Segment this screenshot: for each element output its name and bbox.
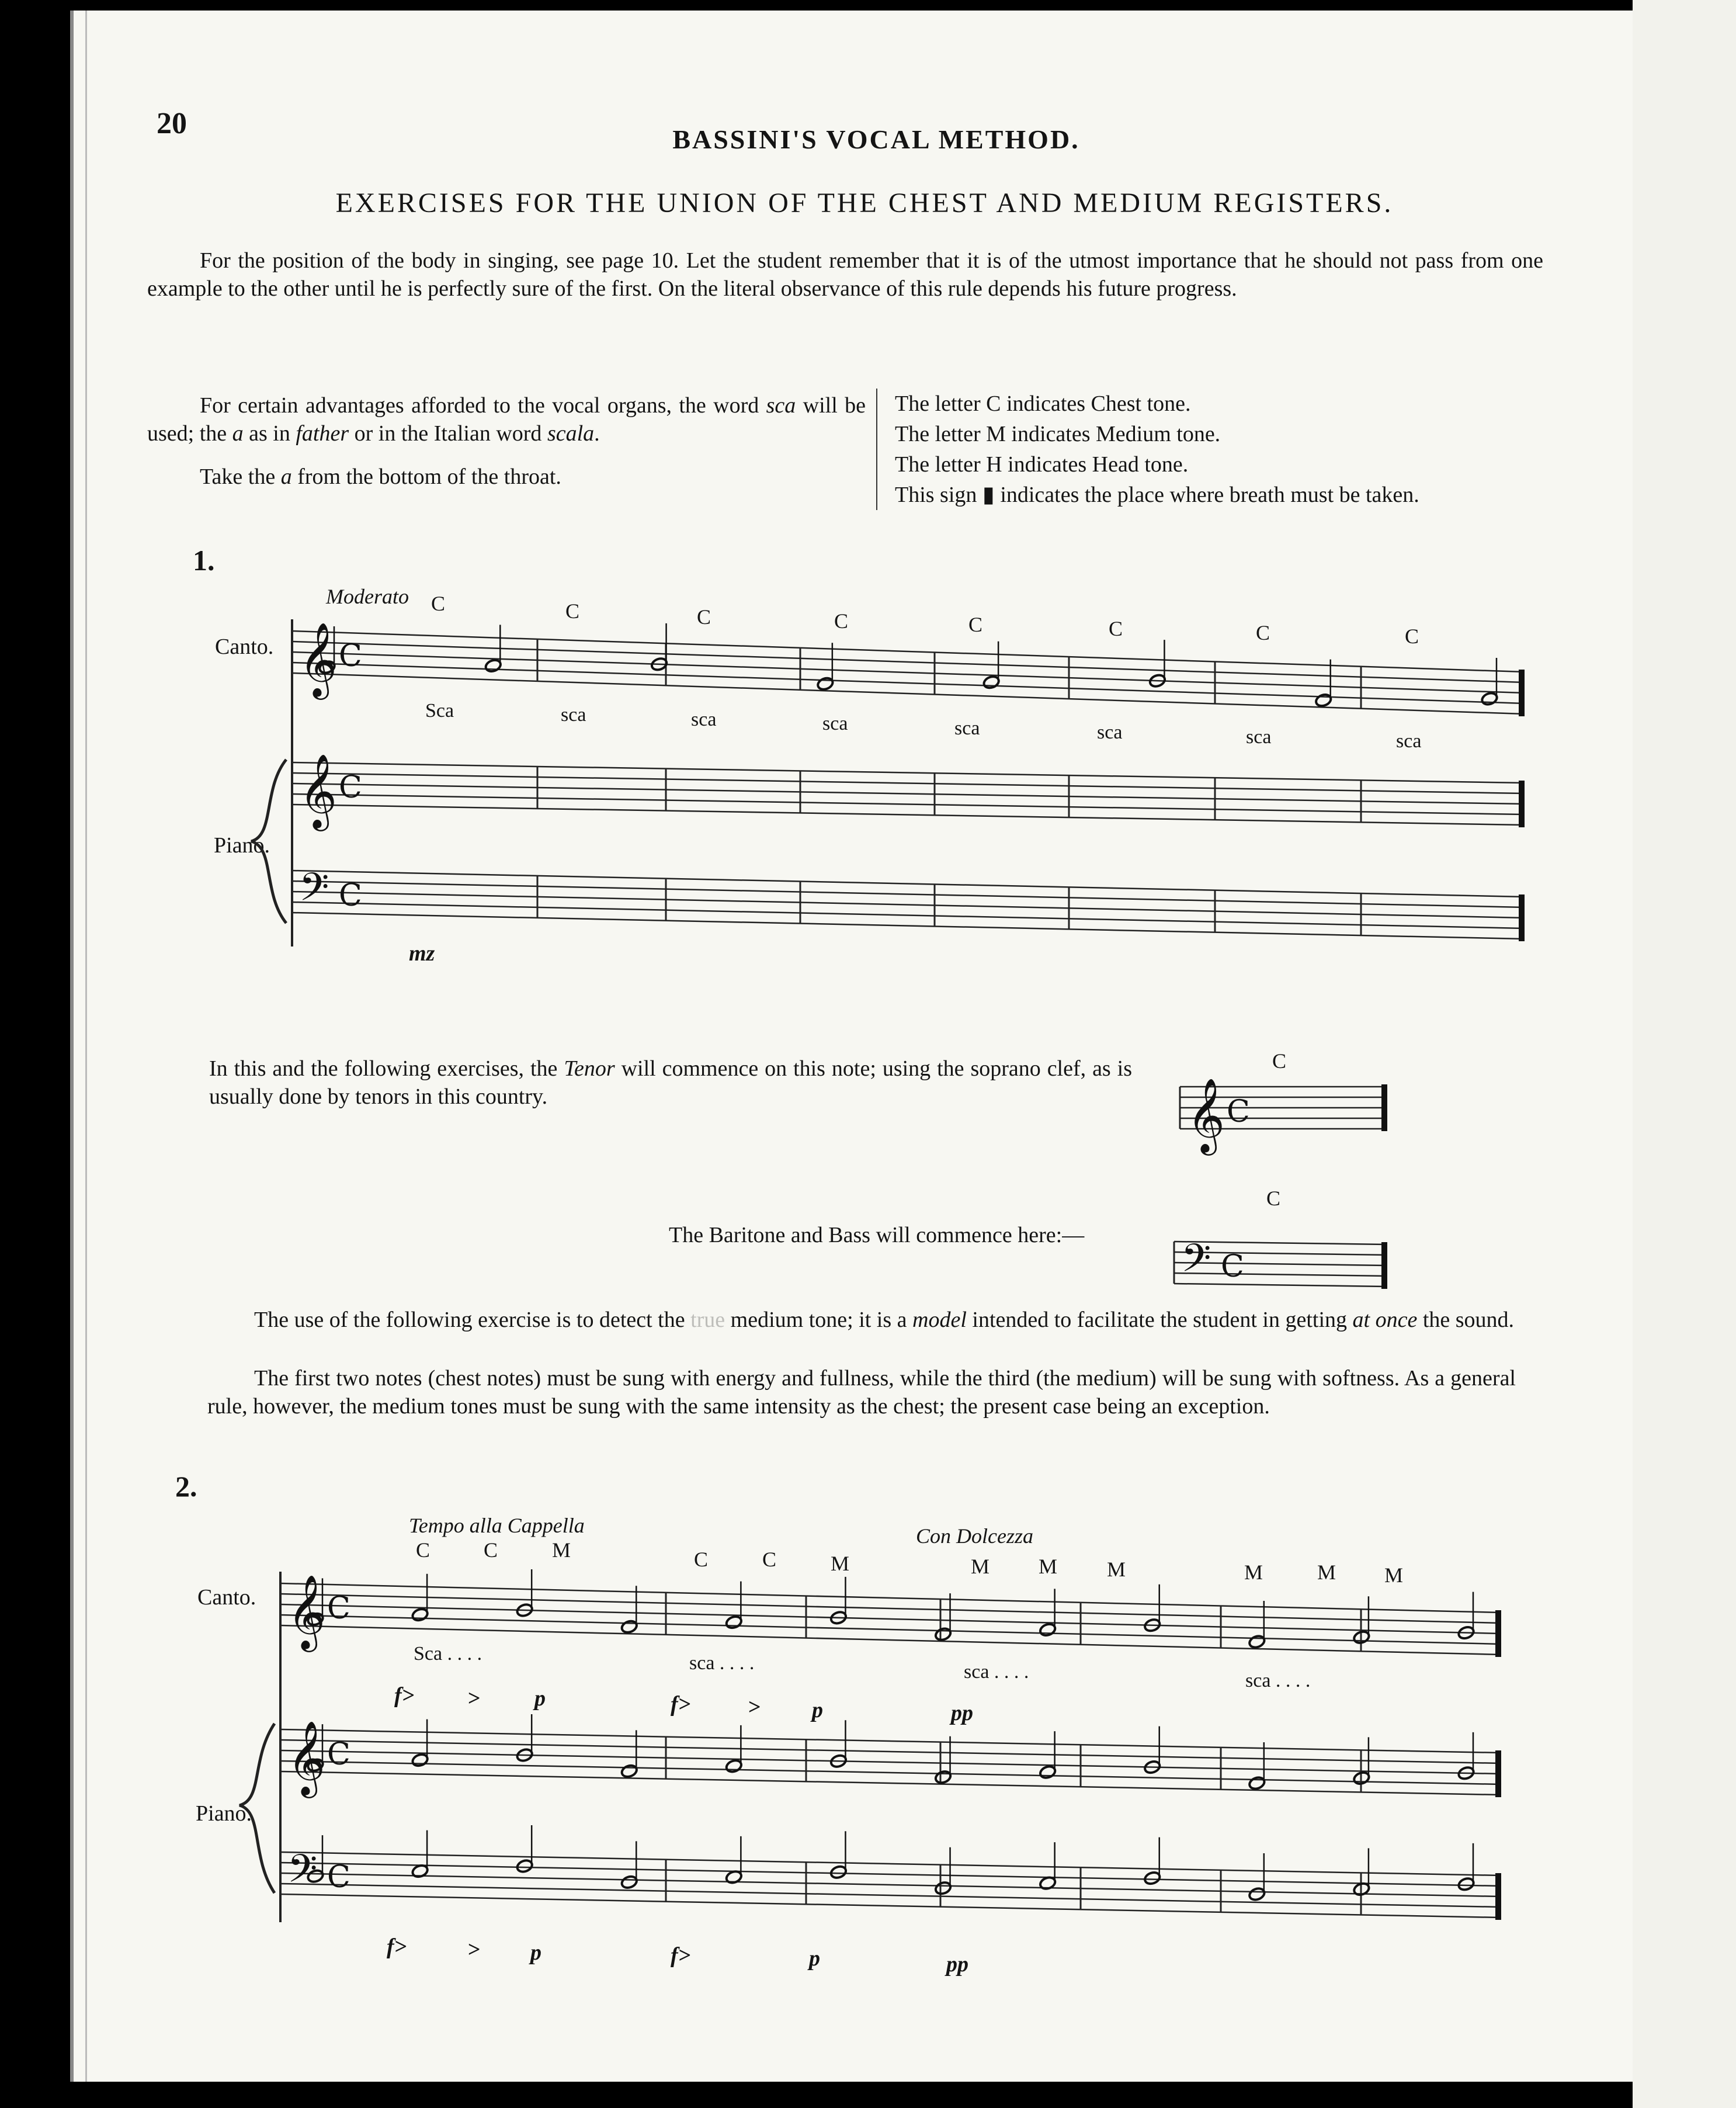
- ex2-piano-treble-staff-line: [280, 1771, 1501, 1795]
- ex2-dyn-t5: >: [748, 1695, 761, 1719]
- ex1-piano-treble-staff-line: [292, 794, 1525, 814]
- ex2-mark-1: C: [416, 1538, 430, 1562]
- ex2-piano-bass-note: [1143, 1871, 1161, 1886]
- ex1-canto-staff-line: [292, 663, 1525, 703]
- ex2-mark-8: M: [1039, 1555, 1058, 1578]
- ex2-piano-bass-note: [516, 1859, 534, 1874]
- ex2-piano-bass-note: [829, 1864, 848, 1880]
- ex1-mark-3: C: [697, 605, 711, 629]
- ex2-dyn-t4: f>: [671, 1692, 691, 1717]
- exercise-1-tempo: Moderato: [326, 585, 409, 608]
- ex1-canto-staff-line: [292, 652, 1525, 693]
- treble-clef-icon: 𝄞: [287, 1720, 326, 1795]
- bass-mark: C: [1266, 1187, 1281, 1210]
- ex1-piano-label: Piano.: [214, 833, 270, 858]
- ex1-piano-bass-staff-final-barline: [1519, 894, 1525, 941]
- ex2-piano-label: Piano.: [196, 1801, 252, 1826]
- ex2-dyn-b6: pp: [946, 1952, 968, 1977]
- treble-clef-icon: 𝄞: [1187, 1077, 1225, 1152]
- legend-medium: The letter M indicates Medium tone.: [895, 422, 1221, 446]
- ex1-mark-8: C: [1405, 625, 1419, 648]
- ex2-piano-bass-note: [1248, 1887, 1266, 1902]
- ex2-mark-2: C: [484, 1538, 498, 1562]
- treble-clef-icon: 𝄞: [287, 1574, 326, 1649]
- ex2-piano-bass-staff-line: [280, 1873, 1501, 1896]
- common-time-icon: C: [339, 770, 362, 805]
- ex1-dynamic: mz: [409, 941, 435, 966]
- common-time-icon: C: [1227, 1094, 1250, 1129]
- ex2-piano-treble-note: [1039, 1764, 1057, 1780]
- ex2-piano-bass-note: [1457, 1877, 1475, 1892]
- ex1-canto-note: [1481, 691, 1499, 706]
- ex2-mark-7: M: [971, 1555, 990, 1578]
- ex2-piano-treble-staff-line: [280, 1761, 1501, 1784]
- throat-instruction: Take the a from the bottom of the throat.: [200, 464, 561, 489]
- legend-breath: This sign ▮ indicates the place where breath must be taken.: [895, 483, 1419, 507]
- ex1-lyric-3: sca: [691, 709, 717, 730]
- ex2-canto-note: [725, 1615, 743, 1630]
- ex2-dyn-t2: >: [467, 1686, 480, 1711]
- ex2-dyn-t3: p: [534, 1686, 546, 1711]
- tenor-example-staff-final-barline: [1381, 1084, 1387, 1131]
- exercise-2-number: 2.: [175, 1470, 197, 1503]
- ex2-piano-bass-note: [934, 1881, 952, 1896]
- ex1-canto-label: Canto.: [215, 635, 274, 659]
- bass-note: The Baritone and Bass will commence here:—: [669, 1223, 1085, 1247]
- ex2-mark-10: M: [1244, 1561, 1263, 1584]
- ex2-lyric-3: sca . . . .: [964, 1661, 1029, 1683]
- common-time-icon: C: [327, 1860, 350, 1895]
- running-head: BASSINI'S VOCAL METHOD.: [672, 124, 1080, 154]
- ex1-lyric-4: sca: [822, 713, 848, 734]
- ex2-piano-treble-note: [411, 1753, 429, 1768]
- exercise-1-number: 1.: [193, 544, 215, 577]
- bass-example-staff-final-barline: [1381, 1242, 1387, 1289]
- exercise-2-explanation: The first two notes (chest notes) must be sung with energy and fullness, while the third (the medium) will be sung with softness. As a general rule, however, the medium tones must be sung with the same intensity as the chest; the present case being an exception.: [207, 1366, 1516, 1419]
- bass-clef-icon: 𝄢: [299, 865, 329, 919]
- ex1-piano-treble-staff-final-barline: [1519, 781, 1525, 827]
- ex1-piano-treble-staff-line: [292, 783, 1525, 804]
- ex2-piano-bass-staff-line: [280, 1884, 1501, 1907]
- ex2-dyn-b1: f>: [387, 1934, 407, 1959]
- ex2-piano-bass-staff-line: [280, 1894, 1501, 1918]
- ex2-piano-treble-note: [620, 1764, 638, 1779]
- ex2-piano-treble-staff-line: [280, 1750, 1501, 1774]
- ex2-dyn-t7: pp: [951, 1701, 973, 1725]
- treble-clef-icon: 𝄞: [299, 753, 338, 828]
- ex2-piano-bass-staff-line: [280, 1852, 1501, 1875]
- common-time-icon: C: [339, 639, 362, 674]
- bass-clef-icon: 𝄢: [287, 1846, 318, 1901]
- ex1-mark-4: C: [834, 609, 849, 633]
- ex1-canto-note: [982, 675, 1001, 690]
- ex1-brace-icon: [251, 760, 286, 923]
- ex2-dyn-t1: f>: [394, 1683, 415, 1708]
- ex2-dyn-b3: p: [530, 1940, 541, 1965]
- legend-chest: The letter C indicates Chest tone.: [895, 391, 1191, 416]
- ex2-dyn-t6: p: [812, 1698, 823, 1722]
- page-title: EXERCISES FOR THE UNION OF THE CHEST AND MEDIUM REGISTERS.: [335, 188, 1394, 219]
- ex2-canto-note: [1248, 1634, 1266, 1649]
- con-dolcezza: Con Dolcezza: [916, 1524, 1033, 1548]
- ex1-piano-bass-staff-line: [292, 902, 1525, 928]
- ex1-canto-staff-final-barline: [1519, 670, 1525, 716]
- ex2-lyric-1: Sca . . . .: [414, 1643, 482, 1665]
- intro-paragraph: For the position of the body in singing, see page 10. Let the student remember that it is of the utmost importance that he should not pass from one example to the other until he is perfectly sure of the first. On the literal observance of this rule depends his future progress.: [147, 248, 1543, 301]
- ex1-canto-note: [817, 676, 835, 691]
- ex2-mark-9: M: [1107, 1558, 1126, 1581]
- tenor-note: In this and the following exercises, the Tenor will commence on this note; using the soprano clef, as is usually done by tenors in this country.: [209, 1056, 1132, 1109]
- ex2-canto-label: Canto.: [197, 1585, 256, 1610]
- ex1-piano-bass-staff-line: [292, 881, 1525, 907]
- ex1-piano-treble-staff-line: [292, 805, 1525, 825]
- ex1-lyric-6: sca: [1097, 722, 1123, 743]
- ex2-piano-bass-staff-final-barline: [1495, 1873, 1501, 1920]
- ex2-dyn-b4: f>: [671, 1943, 691, 1968]
- ex2-lyric-2: sca . . . .: [689, 1652, 755, 1674]
- ex2-piano-treble-note: [725, 1759, 743, 1774]
- ex1-piano-bass-staff-line: [292, 913, 1525, 939]
- ex1-lyric-8: sca: [1396, 730, 1422, 752]
- ex1-mark-5: C: [968, 613, 983, 636]
- exercise-2-tempo: Tempo alla Cappella: [409, 1514, 585, 1537]
- ex2-canto-note: [934, 1627, 952, 1642]
- ex2-brace-icon: [239, 1724, 275, 1893]
- ex2-canto-note: [620, 1619, 638, 1634]
- ex1-mark-1: C: [431, 592, 446, 615]
- ex1-lyric-2: sca: [561, 704, 586, 726]
- ex2-mark-4: C: [694, 1548, 709, 1571]
- ex1-lyric-1: Sca: [425, 700, 454, 722]
- treble-clef-icon: 𝄞: [299, 622, 338, 696]
- ex2-piano-treble-note: [1248, 1776, 1266, 1791]
- ex1-canto-staff-line: [292, 631, 1525, 672]
- common-time-icon: C: [327, 1737, 350, 1772]
- ex1-mark-7: C: [1256, 621, 1270, 644]
- ex1-mark-6: C: [1109, 617, 1123, 640]
- ex1-piano-bass-staff-line: [292, 871, 1525, 897]
- ex1-canto-note: [484, 658, 502, 674]
- tenor-mark: C: [1272, 1049, 1287, 1073]
- ex2-mark-11: M: [1317, 1561, 1336, 1584]
- ex2-mark-6: M: [831, 1552, 850, 1575]
- ex2-mark-5: C: [762, 1548, 777, 1571]
- common-time-icon: C: [327, 1591, 350, 1626]
- ex2-dyn-b2: >: [467, 1937, 480, 1962]
- common-time-icon: C: [1221, 1249, 1244, 1284]
- page-number: 20: [157, 107, 187, 140]
- ex2-mark-3: M: [552, 1538, 571, 1562]
- exercise-2-intro: The use of the following exercise is to detect the true medium tone; it is a model intended to facilitate the student in getting at once the sound.: [254, 1308, 1515, 1332]
- common-time-icon: C: [339, 878, 362, 913]
- ex2-piano-bass-note: [620, 1875, 638, 1890]
- ex1-canto-staff-line: [292, 642, 1525, 682]
- ex1-lyric-5: sca: [954, 717, 980, 739]
- vowel-paragraph: For certain advantages afforded to the vocal organs, the word sca will be used; the a as in father or in the Italian word scala.: [147, 393, 866, 446]
- ex1-canto-note: [1314, 693, 1332, 708]
- ex2-piano-treble-staff-line: [280, 1740, 1501, 1763]
- ex2-canto-note: [411, 1607, 429, 1622]
- ex2-canto-note: [1039, 1622, 1057, 1638]
- ex1-piano-treble-staff-line: [292, 773, 1525, 793]
- ex1-mark-2: C: [565, 599, 580, 623]
- ex2-piano-treble-staff-line: [280, 1729, 1501, 1753]
- ex2-piano-treble-note: [934, 1770, 952, 1785]
- ex2-lyric-4: sca . . . .: [1245, 1670, 1311, 1691]
- ex1-piano-bass-staff-line: [292, 892, 1525, 918]
- ex2-piano-treble-staff-final-barline: [1495, 1750, 1501, 1797]
- ex2-mark-12: M: [1384, 1563, 1404, 1587]
- bass-clef-icon: 𝄢: [1181, 1236, 1211, 1290]
- legend-head: The letter H indicates Head tone.: [895, 452, 1189, 477]
- ex2-canto-staff-final-barline: [1495, 1610, 1501, 1657]
- ex1-lyric-7: sca: [1246, 726, 1272, 748]
- ex2-piano-bass-staff-line: [280, 1863, 1501, 1886]
- ex2-dyn-b5: p: [809, 1946, 820, 1971]
- ex1-piano-treble-staff-line: [292, 762, 1525, 783]
- ex1-canto-staff-line: [292, 673, 1525, 714]
